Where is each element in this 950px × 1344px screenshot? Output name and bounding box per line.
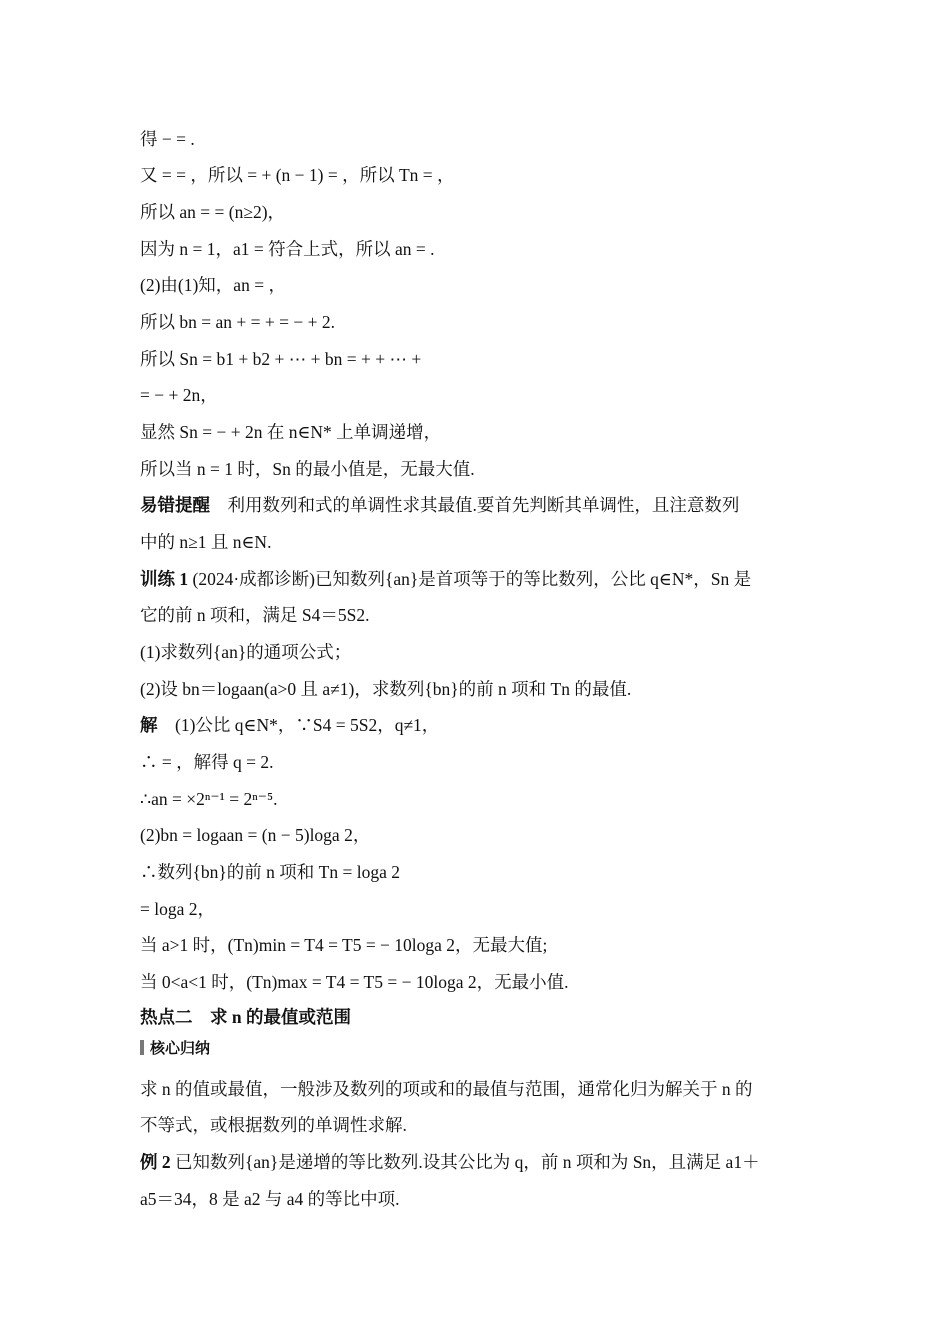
training-text: (2024·成都诊断)已知数列{an}是首项等于的等比数列，公比 q∈N*，Sn 是: [192, 569, 752, 589]
text-line: 又 = = ，所以 = + (n − 1) = ，所以 Tn = ，: [140, 165, 455, 185]
question-1: (1)求数列{an}的通项公式；: [140, 642, 352, 662]
text-line: 不等式，或根据数列的单调性求解.: [140, 1115, 407, 1135]
tip-text: 利用数列和式的单调性求其最值.要首先判断其单调性，且注意数列: [227, 495, 740, 515]
text-line: 所以 bn = an + = + = − + 2.: [140, 312, 335, 332]
text-line: 它的前 n 项和，满足 S4＝5S2.: [140, 605, 370, 625]
solution-label: 解: [140, 715, 158, 735]
text-line: 当 a>1 时，(Tn)min = T4 = T5 = − 10loga 2，无最大值;: [140, 935, 548, 955]
example-paragraph: [140, 1151, 812, 1173]
training-paragraph: [140, 568, 812, 590]
text-line: 所以当 n = 1 时，Sn 的最小值是，无最大值.: [140, 459, 475, 479]
text-line: ∴an = ×2ⁿ⁻¹ = 2ⁿ⁻⁵.: [140, 789, 278, 809]
text-line: (2)由(1)知，an = ，: [140, 275, 286, 295]
section-heading: [140, 1038, 812, 1060]
text-line: a5＝34，8 是 a2 与 a4 的等比中项.: [140, 1189, 400, 1209]
text-line: 当 0<a<1 时，(Tn)max = T4 = T5 = − 10loga 2，无最小值.: [140, 972, 569, 992]
tip-label: 易错提醒: [140, 495, 210, 515]
question-2: (2)设 bn＝logaan(a>0 且 a≠1)，求数列{bn}的前 n 项和 Tn 的最值.: [140, 679, 632, 699]
text-line: ∴数列{bn}的前 n 项和 Tn = loga 2: [140, 862, 400, 882]
hotspot-heading: 热点二 求 n 的最值或范围: [140, 1007, 351, 1027]
text-line: ∴ = ，解得 q = 2.: [140, 752, 274, 772]
solution-text: (1)公比 q∈N*，∵S4 = 5S2，q≠1，: [175, 715, 440, 735]
text-line: = − + 2n，: [140, 385, 218, 405]
example-text: 已知数列{an}是递增的等比数列.设其公比为 q，前 n 项和为 Sn，且满足 a1＋: [175, 1152, 760, 1172]
example-label: 例 2: [140, 1152, 171, 1172]
training-label: 训练 1: [140, 569, 189, 589]
text-line: 求 n 的值或最值，一般涉及数列的项或和的最值与范围，通常化归为解关于 n 的: [140, 1079, 753, 1099]
tip-paragraph: [140, 494, 812, 516]
text-line: (2)bn = logaan = (n − 5)loga 2，: [140, 825, 371, 845]
text-line: 所以 Sn = b1 + b2 + ⋯ + bn = + + ⋯ +: [140, 349, 422, 369]
section-title: 核心归纳: [150, 1041, 211, 1057]
section-bar-icon: [140, 1040, 144, 1055]
text-line: = loga 2，: [140, 899, 215, 919]
text-line: 所以 an = = (n≥2)，: [140, 202, 286, 222]
text-line: 显然 Sn = − + 2n 在 n∈N* 上单调递增，: [140, 422, 442, 442]
solution-paragraph: [140, 714, 812, 736]
text-line: 得 − = .: [140, 129, 195, 149]
text-line: 因为 n = 1，a1 = 符合上式，所以 an = .: [140, 239, 435, 259]
text-line: 中的 n≥1 且 n∈N.: [140, 532, 272, 552]
